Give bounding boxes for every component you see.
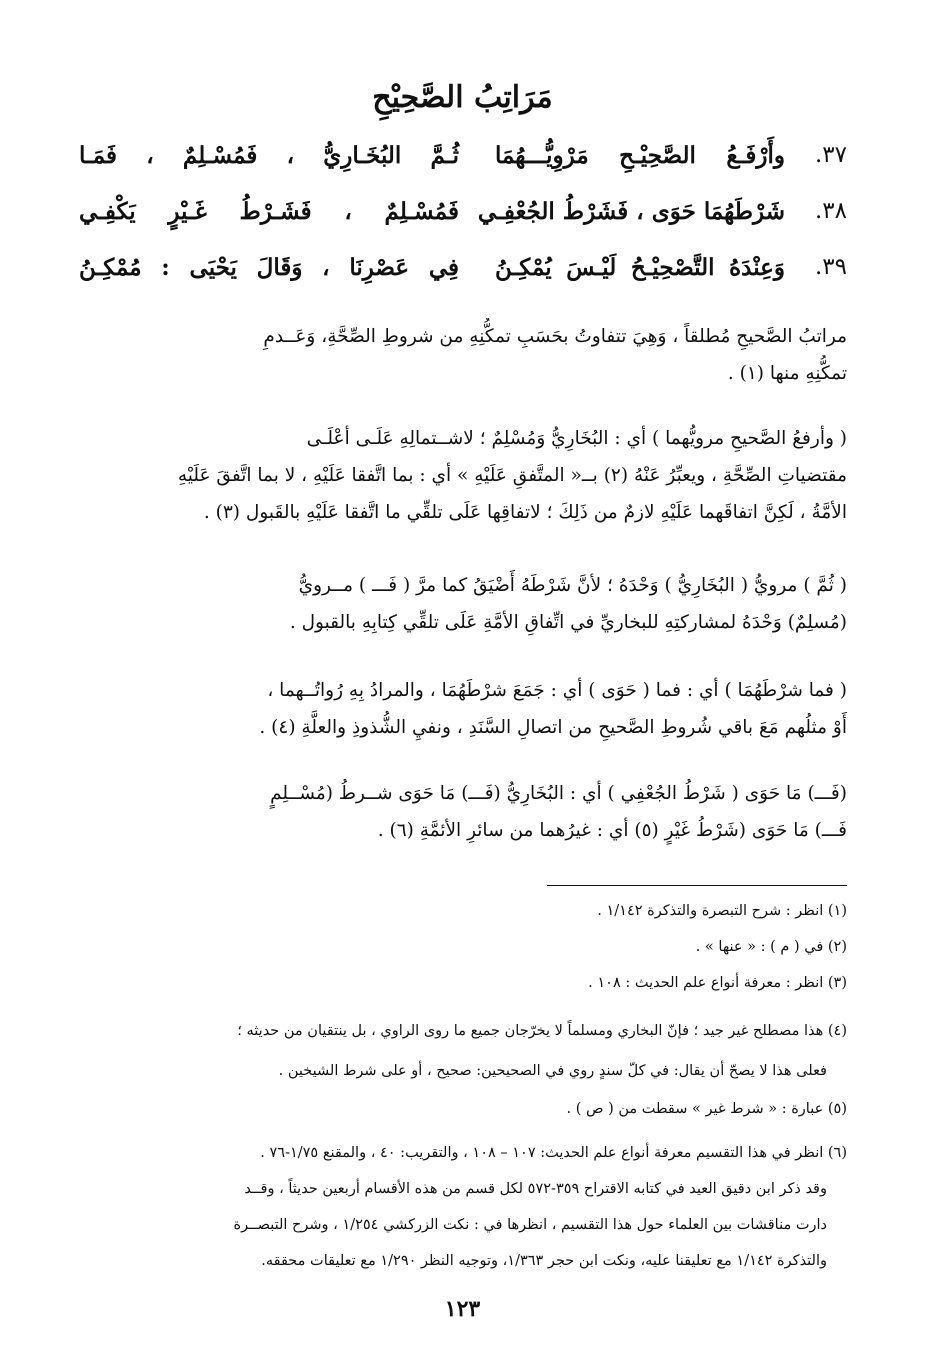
verse-first-hemistich: شَرْطَهُمَا حَوَى ، فَشَرْطُ الجُعْفِـي — [477, 198, 785, 225]
text-line: ( ثُمَّ ) مرويُّ ( البُخَارِيُّ ) وَحْدَهُ ؛ لأنَّ شَرْطَهُ أَضْيَقُ كما مرَّ ( فَـــ ) مــرويُّ — [298, 575, 847, 596]
section-title: مَرَاتِبُ الصَّحِيْحِ — [372, 80, 553, 115]
commentary-paragraph-5 — [79, 775, 847, 849]
commentary-paragraph-3 — [79, 567, 847, 641]
verse-first-hemistich: وأَرْفَـعُ الصَّحِيْـحِ مَرْوِيُّـــهُمَا — [495, 142, 785, 169]
verse-number: ٣٩. — [814, 254, 847, 280]
text-line: الأمَّةُ ، لَكِنَّ اتفاقَهما عَلَيْهِ لازمٌ من ذَلِكَ ؛ لاتفاقِها عَلَى تلقِّي ما اتَّفقا عَلَيْهِ بالقَبول (٣) . — [203, 502, 847, 523]
text-line: (فَـــ) مَا حَوَى ( شَرْطُ الجُعْفِي ) أي : البُخَارِيُّ (فَـــ) مَا حَوَى شــرطُ (مُسْــلِمٍ — [270, 783, 847, 804]
verse-number: ٣٧. — [814, 142, 847, 168]
commentary-paragraph-2 — [79, 420, 847, 531]
page-number: ١٢٣ — [444, 1296, 481, 1322]
text-line: تمكُّنِهِ منها (١) . — [727, 363, 847, 384]
footnote-6-continued: دارت مناقشات بين العلماء حول هذا التقسيم ، انظرها في : نكت الزركشي ١/٢٥٤ ، وشرح التبصــرة — [233, 1217, 827, 1233]
footnote-2: (٢) في ( م ) : « عنها » . — [695, 939, 847, 955]
text-line: مقتضياتِ الصِّحَّةِ ، ويعبِّرُ عَنْهُ (٢) بــ« المتَّفقِ عَلَيْهِ » أي : بما اتَّفقا عَلَيْهِ ، لا بما اتَّفقَ عَلَيْهِ — [177, 465, 847, 486]
verse-second-hemistich: فِي عَصْرِنَا ، وَقَالَ يَحْيَى : مُمْكِـنُ — [79, 254, 459, 281]
verse-first-hemistich: وَعِنْدَهُ التَّصْحِيْـحُ لَيْـسَ يُمْكِـنُ — [495, 254, 785, 281]
verse-39 — [79, 254, 847, 298]
verse-second-hemistich: ثُـمَّ البُخَـارِيُّ ، فَمُسْـلِمٌ ، فَمَـا — [79, 142, 459, 169]
footnote-5: (٥) عبارة : « شرط غير » سقطت من ( ص ) . — [566, 1101, 847, 1117]
text-line: فَـــ) مَا حَوَى (شَرْطُ غَيْرٍ (٥) أي : غيرُهما من سائرِ الأئمَّةِ (٦) . — [377, 820, 847, 841]
footnote-1: (١) انظر : شرح التبصرة والتذكرة ١/١٤٢ . — [597, 903, 847, 919]
verse-37 — [79, 142, 847, 186]
footnote-4: (٤) هذا مصطلح غير جيد ؛ فإنّ البخاري ومسلماً لا يخرّجان جميع ما روى الراوي ، بل ينتقيان من حديثه ؛ — [237, 1023, 847, 1039]
verse-second-hemistich: فَمُسْـلِمٌ ، فَشَـرْطُ غَـيْرٍ يَكْفِـي — [79, 198, 459, 225]
verse-38 — [79, 198, 847, 242]
footnote-separator — [547, 885, 847, 886]
text-line: ( فما شرْطَهُمَا ) أي : فما ( حَوَى ) أي : جَمَعَ شرْطَهُمَا ، والمرادُ بِهِ رُواتُــهما ، — [267, 680, 847, 701]
commentary-paragraph-4 — [79, 672, 847, 746]
text-line: ( وأرفعُ الصَّحيحِ مرويُّهما ) أي : البُخَارِيُّ وَمُسْلِمٌ ؛ لاشــتمالِهِ عَلَـى أعْلَـى — [306, 428, 847, 449]
verse-number: ٣٨. — [814, 198, 847, 224]
footnote-6-continued: وقد ذكر ابن دقيق العيد في كتابه الاقتراح ٣٥٩-٥٧٢ لكل قسم من هذه الأقسام أربعين حديثاً ، وقــد — [244, 1181, 827, 1197]
footnote-6-continued: والتذكرة ١/١٤٢ مع تعليقنا عليه، ونكت ابن حجر ١/٣٦٣، وتوجيه النظر ١/٢٩٠ مع تعليقات محققه. — [261, 1253, 827, 1269]
text-line: مراتبُ الصَّحيحِ مُطلقاً ، وَهِيَ تتفاوتُ بحَسَبِ تمكُّنِهِ من شروطِ الصِّحَّةِ، وَعَــدمِ — [263, 326, 847, 347]
footnote-4-continued: فعلى هذا لا يصحّ أن يقال: في كلّ سندٍ روي في الصحيحين: صحيح ، أو على شرط الشيخين . — [278, 1063, 827, 1079]
commentary-paragraph-1 — [79, 318, 847, 392]
text-line: (مُسلِمٌ) وَحْدَهُ لمشاركتِهِ للبخاريِّ في اتِّفاقِ الأمَّةِ عَلَى تلقِّي كِتابِهِ بالقبول . — [289, 612, 847, 633]
text-line: أَوْ مثلُهم مَعَ باقي شُروطِ الصَّحيحِ من اتصالِ السَّنَدِ ، ونفيِ الشُّذوذِ والعلَّةِ (٤) . — [259, 717, 847, 738]
footnote-6: (٦) انظر في هذا التقسيم معرفة أنواع علم الحديث: ١٠٧ – ١٠٨ ، والتقريب: ٤٠ ، والمقنع ١/٧٥-٧٦ . — [260, 1145, 847, 1161]
footnote-3: (٣) انظر : معرفة أنواع علم الحديث : ١٠٨ . — [588, 975, 847, 991]
